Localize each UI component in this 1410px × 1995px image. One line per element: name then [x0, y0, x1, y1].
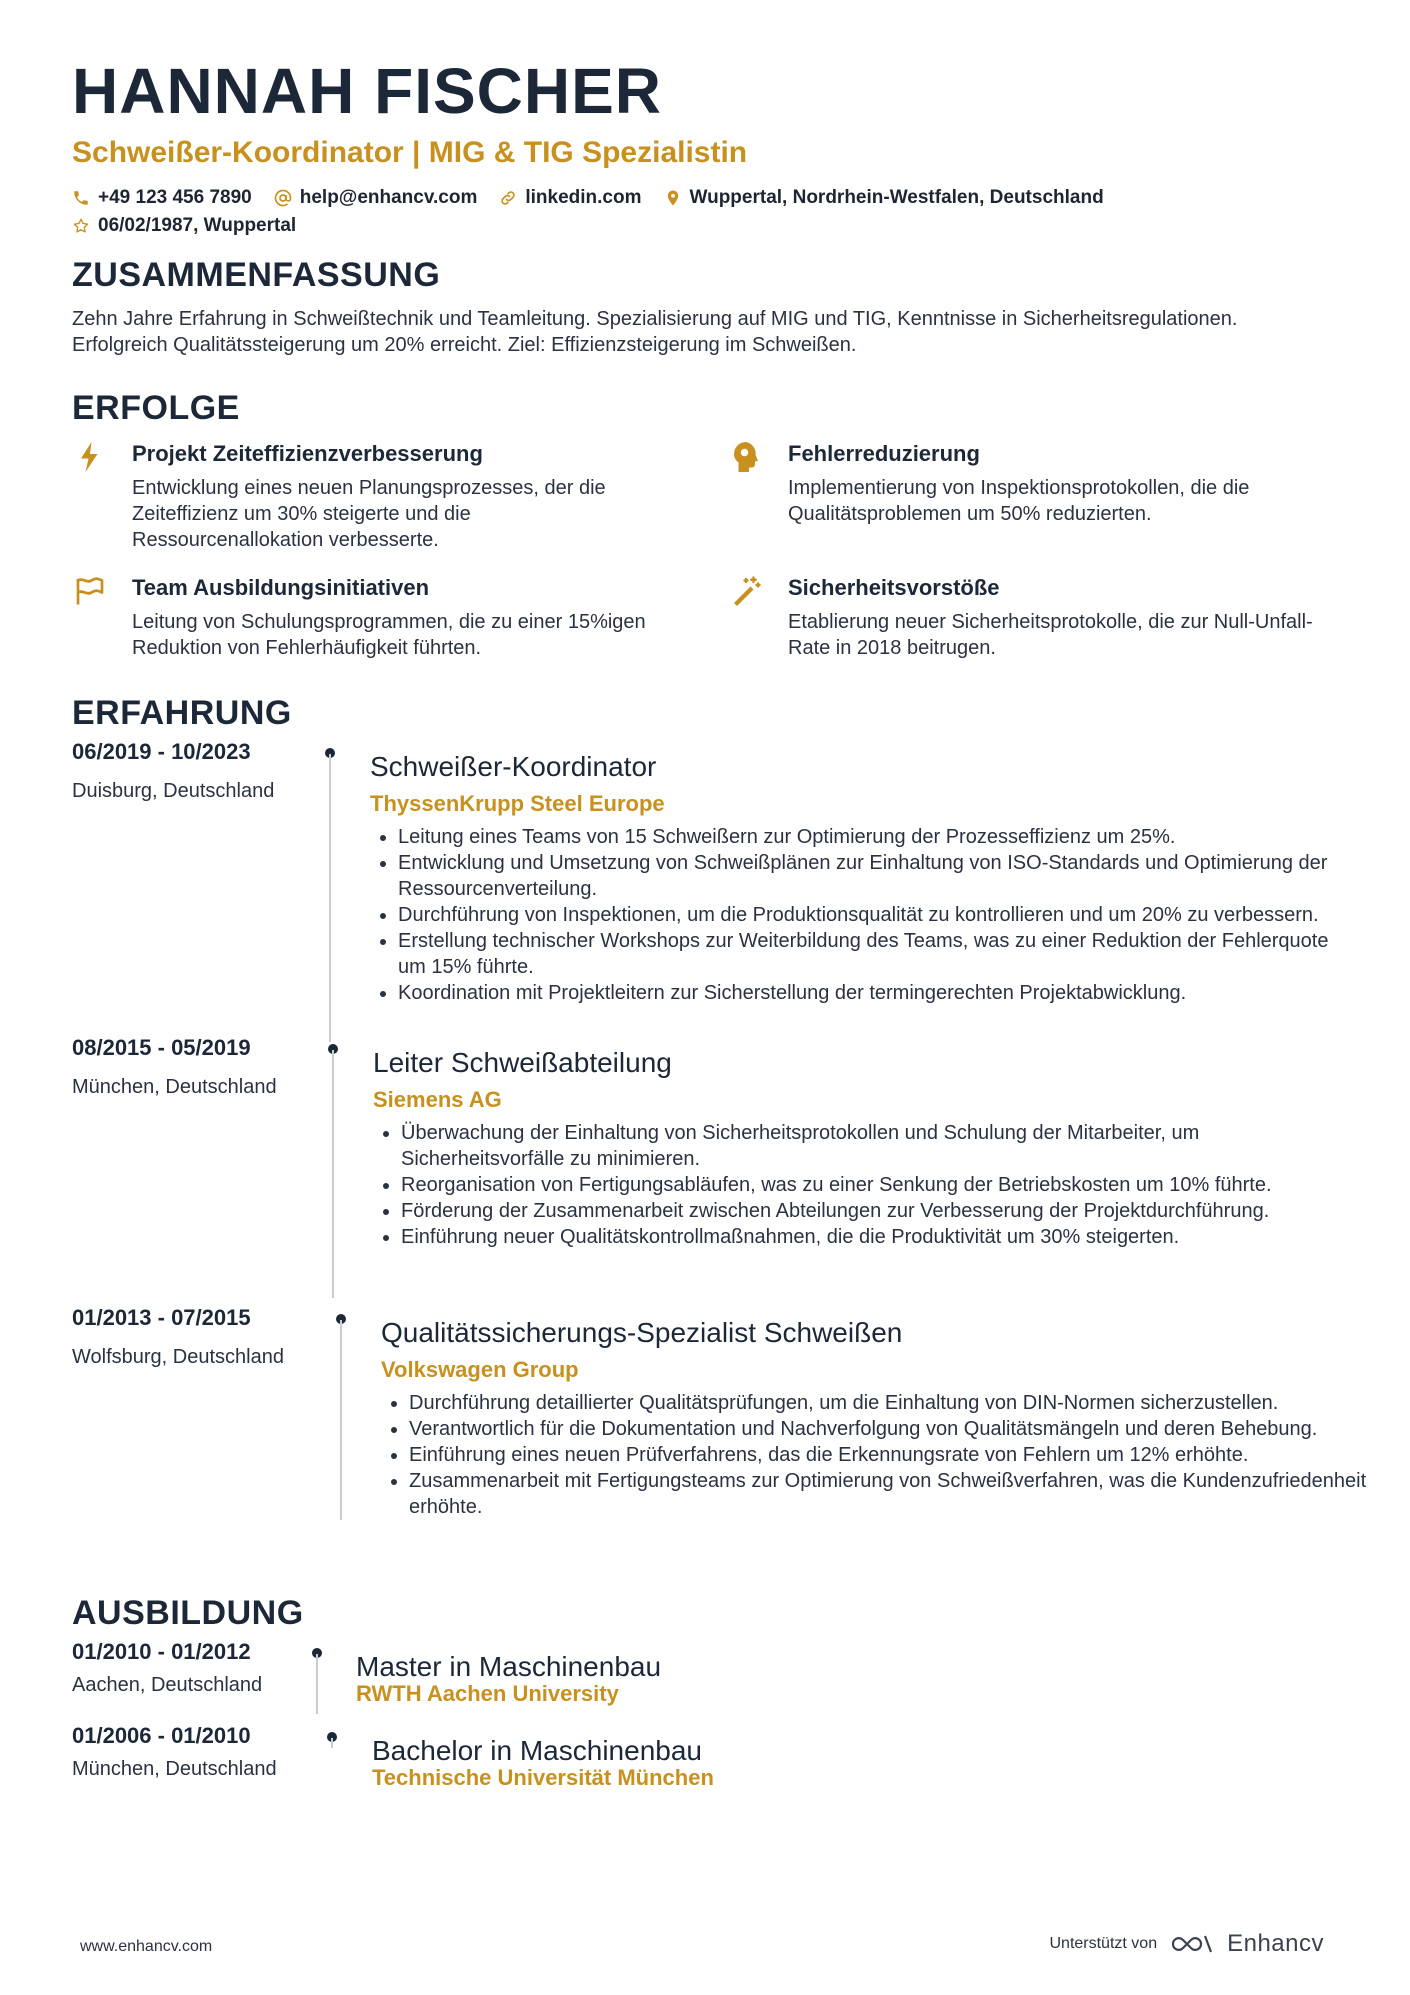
contact-email[interactable]: help@enhancv.com — [274, 187, 478, 209]
summary-text: Zehn Jahre Erfahrung in Schweißtechnik und Teamleitung. Spezialisierung auf MIG und TIG, Kenntnisse in Sicherheitsregulationen. Erfolgreich Qualitätssteigerung um 20% erreicht. Ziel: Effizienzsteigerung im Schweißen. — [72, 308, 1238, 356]
contact-birth: 06/02/1987, Wuppertal — [72, 215, 296, 237]
location-pin-icon — [664, 189, 682, 207]
flag-icon — [72, 573, 108, 609]
experience-section: ERFAHRUNG 06/2019 - 10/2023 Duisburg, Deutschland Schweißer-Koordinator ThyssenKrupp Steel Europe • Leitung eines Teams von 15 Schweißern zur Optimierung der Prozesseffizienz um 25%. • Entwicklung und Umsetzung von Schweißplänen zur Einhaltung von ISO-Standards und Optimierung der Ressourcenverteilung. • Durchführung von Inspektionen, um die Produktionsqualität zu kontrollieren und um 20% zu verbessern. • Erstellung technischer Workshops zur Weiterbildung des Teams, was zu einer Reduktion der Fehlerquote um 15% führte. • Koordination mit Projektleitern zur Sicherstellung der termingerechten Projektabwicklung. 08/2015 - 05/2019 München, Deutschland Leiter Schweißabteilung Siemens AG • Überwachung der Einhaltung von Sicherheitsprotokollen und Schulung der Mitarbeiter, um Sicherheitsvorfälle zu minimieren. • Reorganisation von Fertigungsabläufen, was zu einer Senkung der Betriebskosten um 10% führte. • Förderung der Zusammenarbeit zwischen Abteilungen zur Verbesserung der Projektdurchführung. • Einführung neuer Qualitätskontrollmaßnahmen, die die Produktivität um 30% steigerten. 01/2013 - 07/2015 Wolfsburg, Deutschland Qualitätssicherungs-Spezialist Schweißen Volkswagen Group • Durchführung detaillierter Qualitätsprüfungen, um die Einhaltung von DIN-Normen sicherzustellen. • Verantwortlich für die Dokumentation und Nachverfolgung von Qualitätsmängeln und deren Behebung. • Einführung eines neuen Prüfverfahrens, das die Erkennungsrate von Fehlern um 12% erhöhte. • Zusammenarbeit mit Fertigungsteams zur Optimierung von Schweißverfahren, was die Kundenzufriedenheit erhöhte. — [72, 692, 1342, 734]
experience-title: ERFAHRUNG — [72, 694, 292, 732]
timeline-line — [340, 1320, 342, 1520]
contact-linkedin[interactable]: linkedin.com — [499, 187, 641, 209]
link-icon — [499, 189, 517, 207]
achievements-title: ERFOLGE — [72, 389, 240, 427]
timeline-line — [329, 754, 331, 1042]
education-title: AUSBILDUNG — [72, 1594, 304, 1632]
head-brain-icon — [728, 439, 764, 475]
contact-phone: +49 123 456 7890 — [72, 187, 252, 209]
brand-name: Enhancv — [1227, 1930, 1324, 1957]
achievements-grid: Projekt Zeiteffizienzverbesserung Entwicklung eines neuen Planungsprozesses, der die Zeiteffizienz um 30% steigerte und die Ressourcenallokation verbesserte. Fehlerreduzierung Implementierung von Inspektionsprotokollen, die die Qualitätsproblemen um 50% reduzierten. Team Ausbildungsinitiativen Leitung von Schulungsprogrammen, die zu einer 15%igen Reduktion von Fehlerhäufigkeit führten. Sicherheitsvorstöße Etablierung neuer Sicherheitsprotokolle, die zur Null-Unfall-Rate in 2018 beitrugen. — [72, 439, 1342, 689]
contact-location: Wuppertal, Nordrhein-Westfalen, Deutschland — [664, 187, 1104, 209]
summary-title: ZUSAMMENFASSUNG — [72, 256, 441, 294]
footer-website[interactable]: www.enhancv.com — [80, 1938, 213, 1955]
at-icon — [274, 189, 292, 207]
contact-info — [72, 184, 1342, 240]
timeline-line — [316, 1654, 318, 1714]
summary-section — [72, 254, 1292, 358]
resume-page — [72, 52, 1367, 1790]
powered-by-label: Unterstützt von — [1049, 1935, 1158, 1952]
job-bullets: • Leitung eines Teams von 15 Schweißern zur Optimierung der Prozesseffizienz um 25%. • Entwicklung und Umsetzung von Schweißplänen zur Einhaltung von ISO-Standards und Optimierung der Ressourcenverteilung. • Durchführung von Inspektionen, um die Produktionsqualität zu kontrollieren und um 20% zu verbessern. • Erstellung technischer Workshops zur Weiterbildung des Teams, was zu einer Reduktion der Fehlerquote um 15% führte. • Koordination mit Projektleitern zur Sicherstellung der termingerechten Projektabwicklung. — [370, 824, 1358, 1006]
education-section: AUSBILDUNG 01/2010 - 01/2012 Aachen, Deutschland Master in Maschinenbau RWTH Aachen University 01/2006 - 01/2010 München, Deutschland Bachelor in Maschinenbau Technische Universität München — [72, 1592, 1342, 1634]
magic-wand-icon — [728, 573, 764, 609]
enhancv-logo-icon — [1169, 1932, 1215, 1956]
headline: Schweißer-Koordinator | MIG & TIG Spezialistin — [72, 136, 748, 169]
phone-icon — [72, 189, 90, 207]
job-bullets: • Durchführung detaillierter Qualitätsprüfungen, um die Einhaltung von DIN-Normen sicherzustellen. • Verantwortlich für die Dokumentation und Nachverfolgung von Qualitätsmängeln und deren Behebung. • Einführung eines neuen Prüfverfahrens, das die Erkennungsrate von Fehlern um 12% erhöhte. • Zusammenarbeit mit Fertigungsteams zur Optimierung von Schweißverfahren, was die Kundenzufriedenheit erhöhte. — [381, 1390, 1369, 1520]
candidate-name: HANNAH FISCHER — [72, 55, 662, 127]
timeline-line — [331, 1738, 333, 1748]
job-bullets: • Überwachung der Einhaltung von Sicherheitsprotokollen und Schulung der Mitarbeiter, um Sicherheitsvorfälle zu minimieren. • Reorganisation von Fertigungsabläufen, was zu einer Senkung der Betriebskosten um 10% führte. • Förderung der Zusammenarbeit zwischen Abteilungen zur Verbesserung der Projektdurchführung. • Einführung neuer Qualitätskontrollmaßnahmen, die die Produktivität um 30% steigerten. — [373, 1120, 1361, 1250]
lightning-icon — [72, 439, 108, 475]
star-icon — [72, 217, 90, 235]
footer-branding — [1049, 1930, 1324, 1958]
achievements-section — [72, 387, 1342, 689]
timeline-line — [332, 1050, 334, 1298]
